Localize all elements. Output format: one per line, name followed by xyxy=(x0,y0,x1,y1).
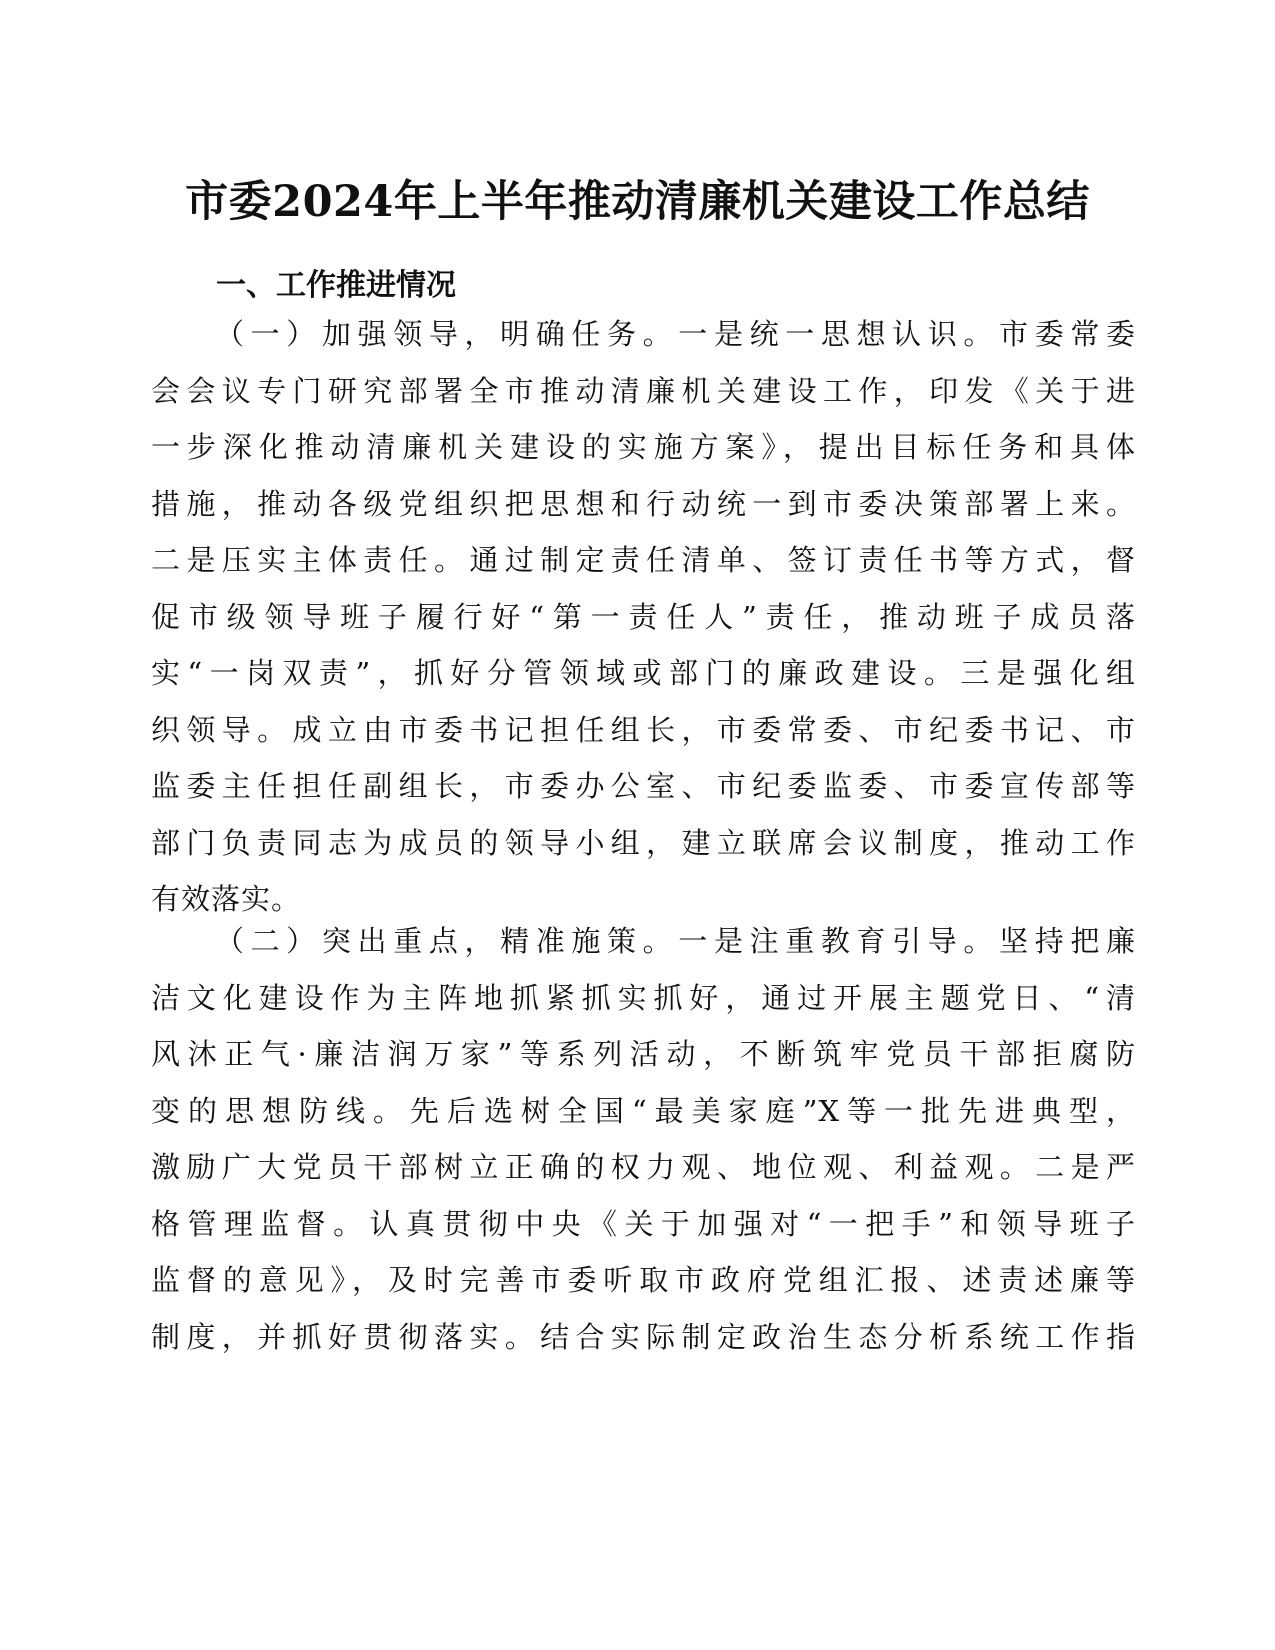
paragraph-line: （二）突出重点，精准施策。一是注重教育引导。坚持把廉 xyxy=(215,924,1136,958)
paragraph-line: 制度，并抓好贯彻落实。结合实际制定政治生态分析系统工作指 xyxy=(151,1319,1136,1354)
paragraph-line: 二是压实主体责任。通过制定责任清单、签订责任书等方式，督 xyxy=(151,543,1136,577)
document-title: 市委2024年上半年推动清廉机关建设工作总结 xyxy=(185,177,1090,227)
paragraph-line: 洁文化建设作为主阵地抓紧抓实抓好，通过开展主题党日、“清 xyxy=(151,980,1136,1015)
paragraph-line: 促市级领导班子履行好“第一责任人”责任，推动班子成员落 xyxy=(151,599,1136,634)
paragraph-2 xyxy=(151,913,1136,1365)
paragraph-line: 风沐正气·廉洁润万家”等系列活动，不断筑牢党员干部拒腐防 xyxy=(151,1037,1136,1071)
paragraph-line: 格管理监督。认真贯彻中央《关于加强对“一把手”和领导班子 xyxy=(151,1206,1136,1241)
paragraph-1 xyxy=(151,306,1136,928)
paragraph-line: 有效落实。 xyxy=(151,882,302,916)
paragraph-line: 一步深化推动清廉机关建设的实施方案》，提出目标任务和具体 xyxy=(151,430,1136,464)
paragraph-line: 监督的意见》，及时完善市委听取市政府党组汇报、述责述廉等 xyxy=(151,1263,1136,1297)
paragraph-line: 实“一岗双责”，抓好分管领域或部门的廉政建设。三是强化组 xyxy=(151,656,1136,690)
paragraph-line: 激励广大党员干部树立正确的权力观、地位观、利益观。二是严 xyxy=(151,1150,1136,1184)
paragraph-line: 部门负责同志为成员的领导小组，建立联席会议制度，推动工作 xyxy=(151,825,1136,860)
paragraph-line: 监委主任担任副组长，市委办公室、市纪委监委、市委宣传部等 xyxy=(151,769,1136,803)
paragraph-line: 织领导。成立由市委书记担任组长，市委常委、市纪委书记、市 xyxy=(151,712,1136,747)
section-heading: 一、工作推进情况 xyxy=(216,268,456,303)
paragraph-line: 会会议专门研究部署全市推动清廉机关建设工作，印发《关于进 xyxy=(151,373,1136,408)
paragraph-line: 措施，推动各级党组织把思想和行动统一到市委决策部署上来。 xyxy=(151,486,1136,521)
paragraph-line: 变的思想防线。先后选树全国“最美家庭”X等一批先进典型， xyxy=(151,1093,1136,1128)
paragraph-line: （一）加强领导，明确任务。一是统一思想认识。市委常委 xyxy=(215,317,1136,351)
